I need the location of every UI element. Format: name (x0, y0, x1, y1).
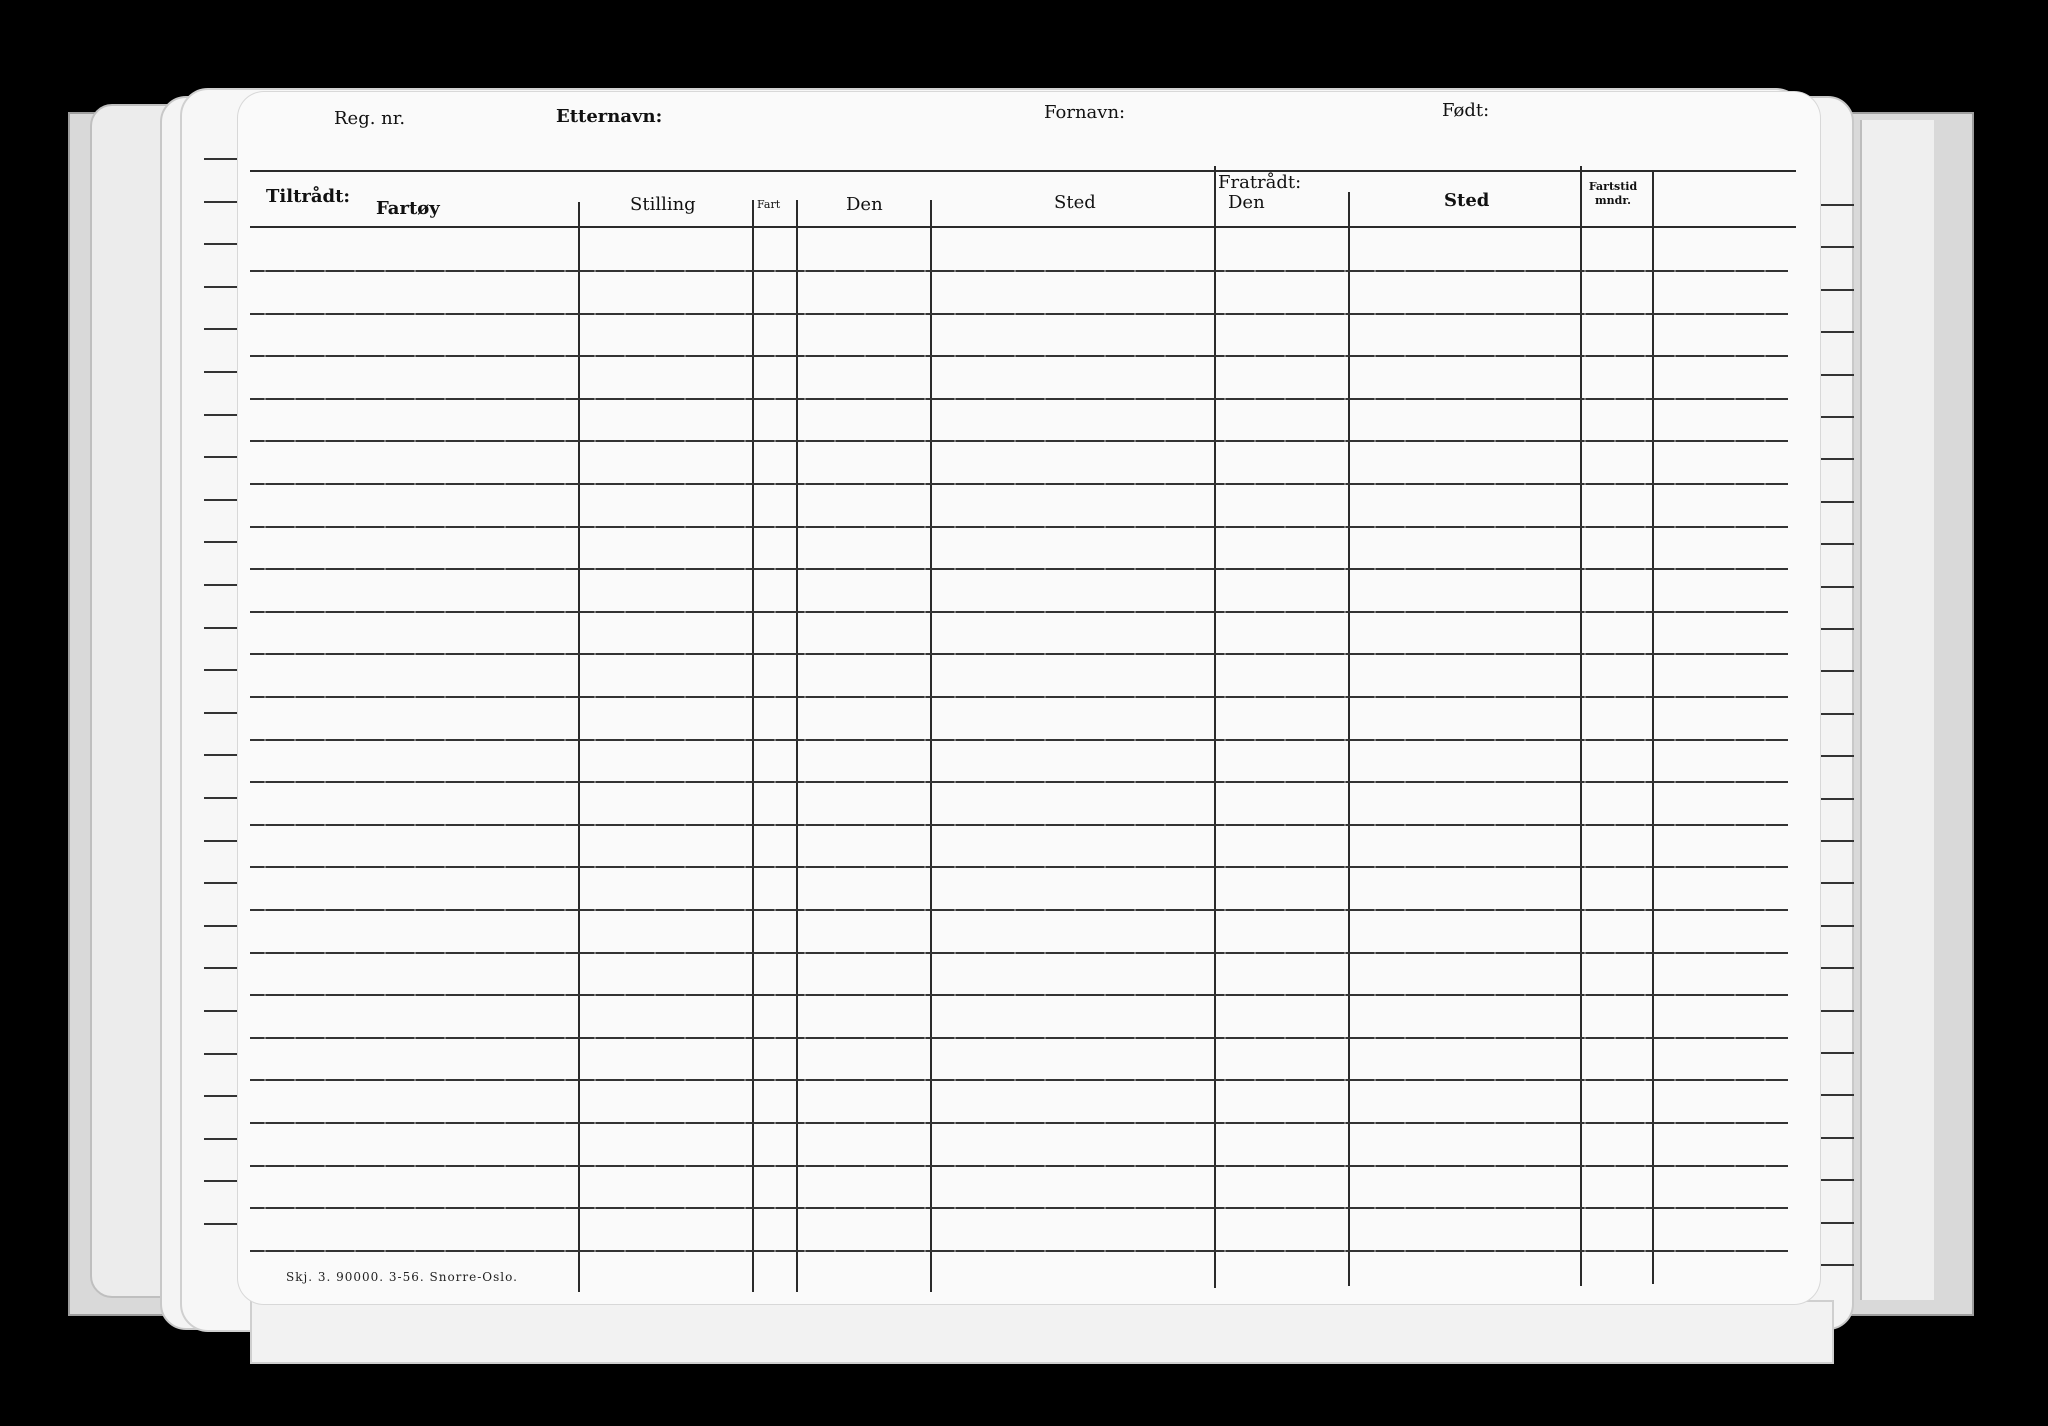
back-card-rule (1820, 331, 1854, 333)
back-card-rule (204, 201, 238, 203)
back-card-rule (1820, 204, 1854, 206)
fodt-label: Født: (1442, 100, 1490, 121)
bottom-card-strip (250, 1300, 1834, 1364)
back-card-rule (204, 1223, 238, 1225)
col-divider (930, 200, 932, 1292)
back-card-rule (204, 243, 238, 245)
col-fartoy: Fartøy (376, 198, 440, 219)
table-row-rule (250, 739, 1788, 741)
table-row-rule (250, 1079, 1788, 1081)
back-card-rule (204, 584, 238, 586)
back-card-rule (204, 286, 238, 288)
back-card-rule (1820, 1222, 1854, 1224)
table-row-rule (250, 313, 1788, 315)
back-card-rule (1820, 925, 1854, 927)
fartstid-label: Fartstid (1588, 180, 1638, 193)
back-card-rule (1820, 1010, 1854, 1012)
table-row-rule (250, 440, 1788, 442)
table-row-rule (250, 653, 1788, 655)
back-card-rule (1820, 755, 1854, 757)
col-divider (1214, 166, 1216, 1288)
back-card-rule (1820, 670, 1854, 672)
back-card-rule (204, 456, 238, 458)
back-card-rule (204, 754, 238, 756)
col-fartstid (1582, 180, 1644, 208)
table-row-rule (250, 1122, 1788, 1124)
fratradt-label: Fratrådt: (1218, 172, 1302, 193)
back-card-rule (204, 1095, 238, 1097)
back-card-rule (1820, 967, 1854, 969)
reg-nr-label: Reg. nr. (334, 108, 406, 129)
etternavn-label: Etternavn: (556, 106, 663, 127)
table-row-rule (250, 398, 1788, 400)
back-card-rule (204, 967, 238, 969)
fornavn-label: Fornavn: (1044, 102, 1126, 123)
back-card-rule (204, 414, 238, 416)
table-row-rule (250, 270, 1788, 272)
col-divider (578, 202, 580, 1292)
back-card-rule (204, 1180, 238, 1182)
table-row-rule (250, 1207, 1788, 1209)
col-fratradt-sted: Sted (1444, 190, 1490, 211)
back-card-rule (1820, 1264, 1854, 1266)
col-fratradt-den: Den (1228, 192, 1265, 213)
table-row-rule (250, 1250, 1788, 1252)
back-card-rule (1820, 246, 1854, 248)
table-row-rule (250, 568, 1788, 570)
back-card-rule (204, 1138, 238, 1140)
table-row-rule (250, 483, 1788, 485)
back-card-rule (204, 499, 238, 501)
back-card-rule (1820, 458, 1854, 460)
col-divider (1580, 166, 1582, 1286)
back-card-rule (204, 627, 238, 629)
table-row-rule (250, 952, 1788, 954)
table-row-rule (250, 355, 1788, 357)
back-card-rule (204, 669, 238, 671)
table-row-rule (250, 909, 1788, 911)
back-card-rule (204, 840, 238, 842)
back-card-rule (204, 371, 238, 373)
back-card-rule (1820, 1094, 1854, 1096)
table-row-rule (250, 696, 1788, 698)
back-card-rule (1820, 713, 1854, 715)
table-row-rule (250, 866, 1788, 868)
col-divider (752, 200, 754, 1292)
back-card-rule (204, 925, 238, 927)
back-card-rule (204, 541, 238, 543)
table-row-rule (250, 994, 1788, 996)
mndr-label: mndr. (1595, 194, 1631, 207)
back-card-rule (204, 328, 238, 330)
col-fart: Fart (757, 198, 781, 211)
back-card-rule (204, 712, 238, 714)
back-card-rule (1820, 501, 1854, 503)
col-stilling: Stilling (630, 194, 696, 215)
header-bottom-rule (250, 226, 1796, 228)
table-row-rule (250, 824, 1788, 826)
seaman-record-card (238, 92, 1820, 1304)
table-row-rule (250, 526, 1788, 528)
header-top-rule (250, 170, 1796, 172)
back-card-edge (1860, 120, 1934, 1300)
table-row-rule (250, 611, 1788, 613)
table-row-rule (250, 1165, 1788, 1167)
back-card-rule (204, 1053, 238, 1055)
col-tiltradt-den: Den (846, 194, 883, 215)
back-card-rule (1820, 1179, 1854, 1181)
back-card-rule (204, 158, 238, 160)
back-card-rule (1820, 586, 1854, 588)
back-card-rule (1820, 416, 1854, 418)
tiltradt-label: Tiltrådt: (266, 186, 351, 207)
back-card-rule (1820, 1052, 1854, 1054)
table-row-rule (250, 1037, 1788, 1039)
back-card-rule (1820, 1137, 1854, 1139)
back-card-rule (204, 1010, 238, 1012)
back-card-rule (1820, 289, 1854, 291)
back-card-rule (1820, 374, 1854, 376)
print-footer: Skj. 3. 90000. 3-56. Snorre-Oslo. (286, 1270, 518, 1284)
back-card-rule (1820, 628, 1854, 630)
back-card-rule (204, 882, 238, 884)
back-card-rule (1820, 882, 1854, 884)
col-tiltradt-sted: Sted (1054, 192, 1096, 213)
back-card-rule (204, 797, 238, 799)
back-card-rule (1820, 840, 1854, 842)
back-card-rule (1820, 543, 1854, 545)
col-divider (796, 200, 798, 1292)
col-divider (1652, 172, 1654, 1284)
back-card-rule (1820, 798, 1854, 800)
table-row-rule (250, 781, 1788, 783)
